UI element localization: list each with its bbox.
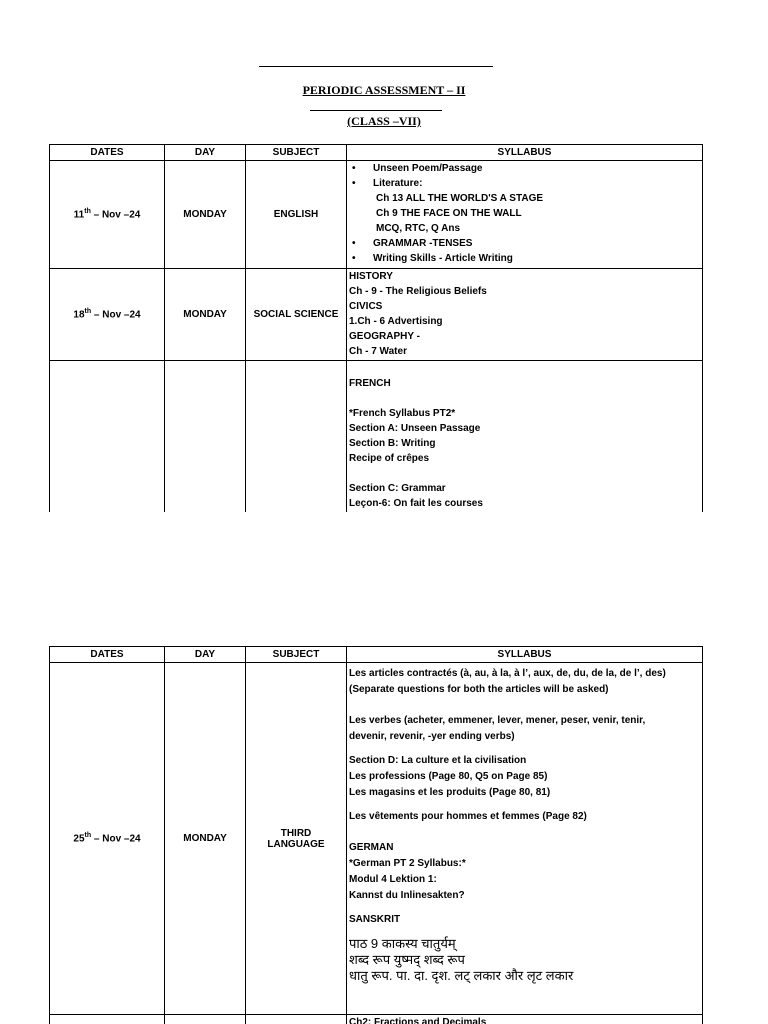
syllabus-line: Ch 9 THE FACE ON THE WALL: [376, 208, 522, 219]
syllabus-line-sanskrit: शब्द रूप युष्मद् शब्द रूप: [349, 952, 465, 967]
syllabus-line: CIVICS: [349, 301, 383, 312]
syllabus-line: Les articles contractés (à, au, à la, à l’, aux, de, du, de la, de l’, des): [349, 668, 666, 679]
day-cell-empty: [165, 1015, 246, 1024]
syllabus-line: Ch - 9 - The Religious Beliefs: [349, 286, 487, 297]
day-cell: MONDAY: [165, 663, 246, 1015]
header-subject: SUBJECT: [246, 145, 347, 161]
syllabus-line: Section A: Unseen Passage: [349, 423, 481, 434]
syllabus-line: Les professions (Page 80, Q5 on Page 85): [349, 771, 548, 782]
syllabus-line: Section D: La culture et la civilisation: [349, 755, 527, 766]
header-syllabus: SYLLABUS: [347, 647, 703, 663]
syllabus-line: *French Syllabus PT2*: [349, 408, 456, 419]
header-day: DAY: [165, 145, 246, 161]
date-cell: 25th – Nov –24: [50, 663, 165, 1015]
syllabus-line: MCQ, RTC, Q Ans: [376, 223, 461, 234]
syllabus-line: FRENCH: [349, 378, 391, 389]
date-cell: 18th – Nov –24: [50, 269, 165, 361]
syllabus-line: Ch - 7 Water: [349, 346, 407, 357]
syllabus-line: Les magasins et les produits (Page 80, 81): [349, 787, 551, 798]
syllabus-line: HISTORY: [349, 271, 393, 282]
syllabus-line: • Writing Skills - Article Writing: [349, 251, 700, 266]
header-subject: SUBJECT: [246, 647, 347, 663]
syllabus-cell: [347, 663, 703, 1015]
syllabus-line: Les verbes (acheter, emmener, lever, mener, peser, venir, tenir,: [349, 715, 646, 726]
syllabus-line: (Separate questions for both the articles will be asked): [349, 684, 609, 695]
subject-cell: ENGLISH: [246, 161, 347, 269]
syllabus-line: Section C: Grammar: [349, 483, 446, 494]
header-dates: DATES: [50, 145, 165, 161]
table-header-row: [50, 647, 703, 663]
syllabus-line: • Unseen Poem/Passage: [349, 161, 700, 176]
syllabus-line: 1.Ch - 6 Advertising: [349, 316, 443, 327]
schedule-table-page-two: [49, 646, 703, 1024]
day-cell: MONDAY: [165, 161, 246, 269]
syllabus-line: Modul 4 Lektion 1:: [349, 874, 437, 885]
table-row-next: [50, 1015, 703, 1024]
syllabus-line: Leçon-6: On fait les courses: [349, 498, 483, 509]
syllabus-line-sanskrit: धातु रूप. पा. दा. दृश. लट् लकार और लृट लकार: [349, 968, 574, 983]
syllabus-line: Les vêtements pour hommes et femmes (Page 82): [349, 811, 587, 822]
class-label: (CLASS –VII): [347, 114, 421, 128]
syllabus-line-sanskrit: पाठ 9 काकस्य चातुर्यम्: [349, 936, 456, 951]
date-cell-empty: [50, 1015, 165, 1024]
header-syllabus: SYLLABUS: [347, 145, 703, 161]
syllabus-line: GERMAN: [349, 842, 394, 853]
syllabus-line: SANSKRIT: [349, 914, 401, 925]
syllabus-line: Ch 13 ALL THE WORLD'S A STAGE: [376, 193, 544, 204]
syllabus-line: *German PT 2 Syllabus:*: [349, 858, 466, 869]
subject-cell: SOCIAL SCIENCE: [246, 269, 347, 361]
syllabus-line: GEOGRAPHY -: [349, 331, 420, 342]
syllabus-line: Ch2: Fractions and Decimals: [349, 1017, 487, 1024]
subject-cell-empty: [246, 1015, 347, 1024]
syllabus-line: Section B: Writing: [349, 438, 436, 449]
date-cell: 11th – Nov –24: [50, 161, 165, 269]
syllabus-line: Kannst du Inlinesakten?: [349, 890, 465, 901]
syllabus-line: devenir, revenir, -yer ending verbs): [349, 731, 515, 742]
syllabus-cell: [347, 1015, 703, 1024]
syllabus-line: • Literature:: [349, 176, 700, 191]
page-title: PERIODIC ASSESSMENT – II: [302, 83, 466, 97]
header-dates: DATES: [50, 647, 165, 663]
header-day: DAY: [165, 647, 246, 663]
syllabus-line: • GRAMMAR -TENSES: [349, 236, 700, 251]
syllabus-line: Recipe of crêpes: [349, 453, 430, 464]
subject-cell: THIRD LANGUAGE: [246, 663, 347, 1015]
table-row-third-language: [50, 663, 703, 1015]
day-cell: MONDAY: [165, 269, 246, 361]
